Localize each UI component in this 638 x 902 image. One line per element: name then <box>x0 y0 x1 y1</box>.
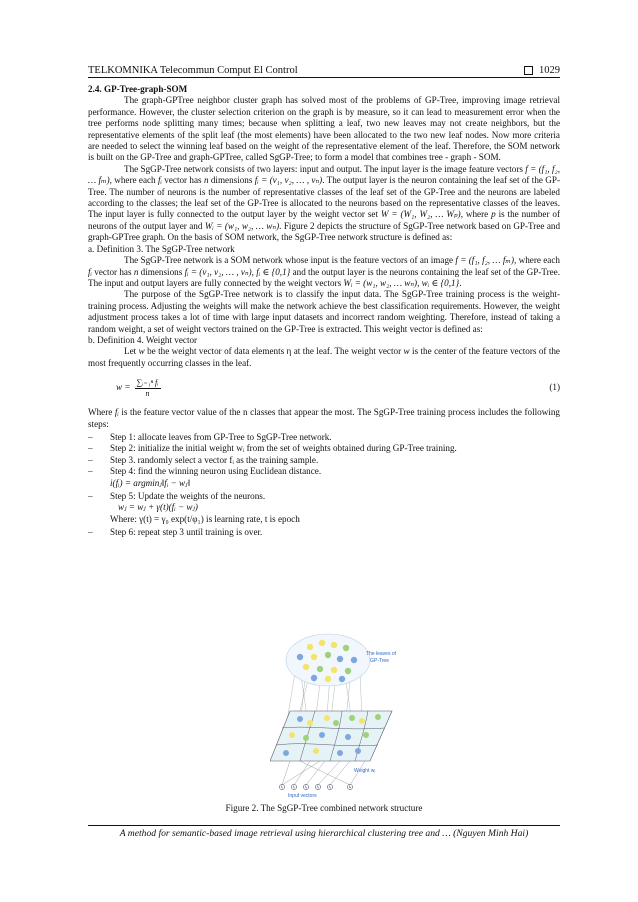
network-diagram <box>270 633 400 799</box>
input-node-label: f₅ <box>328 785 332 790</box>
page-number: 1029 <box>539 65 560 76</box>
input-node-label: f₁ <box>280 785 284 790</box>
input-node-label: f₂ <box>292 785 296 790</box>
input-node-label: f₃ <box>304 785 308 790</box>
list-item: – Step 5: Update the weights of the neurons. <box>88 491 266 501</box>
body-text <box>88 84 560 539</box>
figure-caption: Figure 2. The SgGP-Tree combined network structure <box>225 803 423 813</box>
list-item: – Step 3. randomly select a vector fᵢ as the training sample. <box>88 454 319 465</box>
definition-4-label: b. Definition 4. Weight vector <box>88 334 198 345</box>
equation-lhs: w = <box>116 382 131 393</box>
running-footer: A method for semantic-based image retrieval using hierarchical clustering tree and … (Nguyen Minh Hai) <box>119 828 529 839</box>
header-rule <box>88 77 560 78</box>
paragraph-6: Where fᵢ is the feature vector value of the n classes that appear the most. The SgGP-Tree training process includes the following steps: <box>88 407 560 429</box>
checkbox-square-icon <box>524 66 533 75</box>
paragraph-3: The SgGP-Tree network is a SOM network whose input is the feature vectors of an image f = (f₁, f₂, … fₘ), where each fᵢ vector has n dimensions fᵢ = (v₁, v₂, … , vₙ), fᵢ ∈ {0,1} and the output layer is the neurons containing the leaf set of the GP-Tree. The input and output layers are fully connected by the weight vectors Wᵢ = (w₁, w₂, … wₙ), wᵢ ∈ {0,1}. <box>88 255 561 288</box>
list-item: – Step 2: initialize the initial weight wᵢ from the set of weights obtained during GP-Tree training. <box>88 443 457 454</box>
list-item: – Step 4: find the winning neuron using Euclidean distance. <box>88 466 322 477</box>
running-header <box>88 60 560 76</box>
equation-1 <box>88 375 560 401</box>
section-heading: 2.4. GP-Tree-graph-SOM <box>88 84 188 94</box>
input-to-grid-connections <box>282 761 365 785</box>
figure-2 <box>270 633 400 799</box>
step-4-formula: i(fᵢ) = argminⱼ‖fᵢ − wⱼ‖ <box>110 477 191 488</box>
leaves-label-line-2: GP-Tree <box>370 658 389 664</box>
definition-3-label: a. Definition 3. The SgGP-Tree network <box>88 243 235 254</box>
paragraph-1: The graph-GPTree neighbor cluster graph has solved most of the problems of GP-Tree, improving image retrieval performance. However, the cluster selection criterion on the graph is by measure, so it can lead to measurement error when the tree performs node splitting many times; because when splitting a leaf, two new leaves may not create neighbors, but the representative elements of the split leaf (the most elements) have been allocated to the two new leaf nodes. Now more criteria are needed to select the winning leaf based on the weight of the representative element of the leaf. Therefore, the SOM network is built on the GP-Tree and graph-GPTree, called SgGP-Tree; to form a model that combines tree - graph - SOM. <box>88 95 560 163</box>
footer-rule <box>88 825 560 826</box>
step-5-formula: wⱼ = wⱼ + γ(t)(fᵢ − wⱼ) <box>118 502 198 513</box>
equation-number: (1) <box>549 382 560 393</box>
journal-name: TELKOMNIKA Telecommun Comput El Control <box>88 65 298 76</box>
list-item: – Step 1: allocate leaves from GP-Tree to SgGP-Tree network. <box>88 431 332 442</box>
equation-numerator: ∑ᵢ₌₁ⁿ fᵢ <box>136 377 159 387</box>
input-node-label: fₙ <box>348 785 352 790</box>
paragraph-2: The SgGP-Tree network consists of two layers: input and output. The input layer is the image feature vectors f = (f₁, f₂, … fₘ), where each fᵢ vector has n dimensions fᵢ = (v₁, v₂, … , vₙ). The output layer is the neuron containing the leaf set of the GP-Tree. The number of neurons is the number of representative classes of the leaf set of the GP-Tree and the neurons are labeled according to the classes; the leaf set of the GP-Tree is allocated to the neurons based on the representative classes of the leaves. The input layer is fully connected to the output layer by the weight vector set W = (W₁, W₂, … Wₚ), where p is the number of neurons of the output layer and Wᵢ = (w₁, w₂, … wₙ). Figure 2 depicts the structure of SgGP-Tree network based on GP-Tree and graph-GPTree graph. On the basis of SOM network, the SgGP-Tree network structure is defined as: <box>88 163 561 243</box>
equation-fraction <box>135 378 161 399</box>
input-vectors-label: Input vectors <box>288 793 317 799</box>
step-5-where: Where: γ(t) = γ₀ exp(t/φ₁) is learning rate, t is epoch <box>110 513 300 524</box>
equation-denominator: n <box>145 388 150 398</box>
steps-list <box>88 432 560 478</box>
paragraph-4: The purpose of the SgGP-Tree network is to classify the input data. The SgGP-Tree training process is the weight-training process. Adjusting the weights will make the network achieve the best classification requirements. However, the weight adjustment process takes a lot of time with large input datasets and incorrect random weighting. Therefore, instead of taking a random weight, a set of weight vectors trained on the GP-Tree is extracted. This weight vector is defined as: <box>88 289 560 334</box>
list-item: – Step 6: repeat step 3 until training is over. <box>88 527 263 538</box>
leaves-label-line-1: The leaves of <box>366 651 397 657</box>
input-node-label: f₄ <box>316 785 320 790</box>
paragraph-5: Let w be the weight vector of data elements η at the leaf. The weight vector w is the center of the feature vectors of the most frequently occurring classes in the leaf. <box>88 346 560 368</box>
weight-label: Weight wᵢ <box>354 768 376 774</box>
